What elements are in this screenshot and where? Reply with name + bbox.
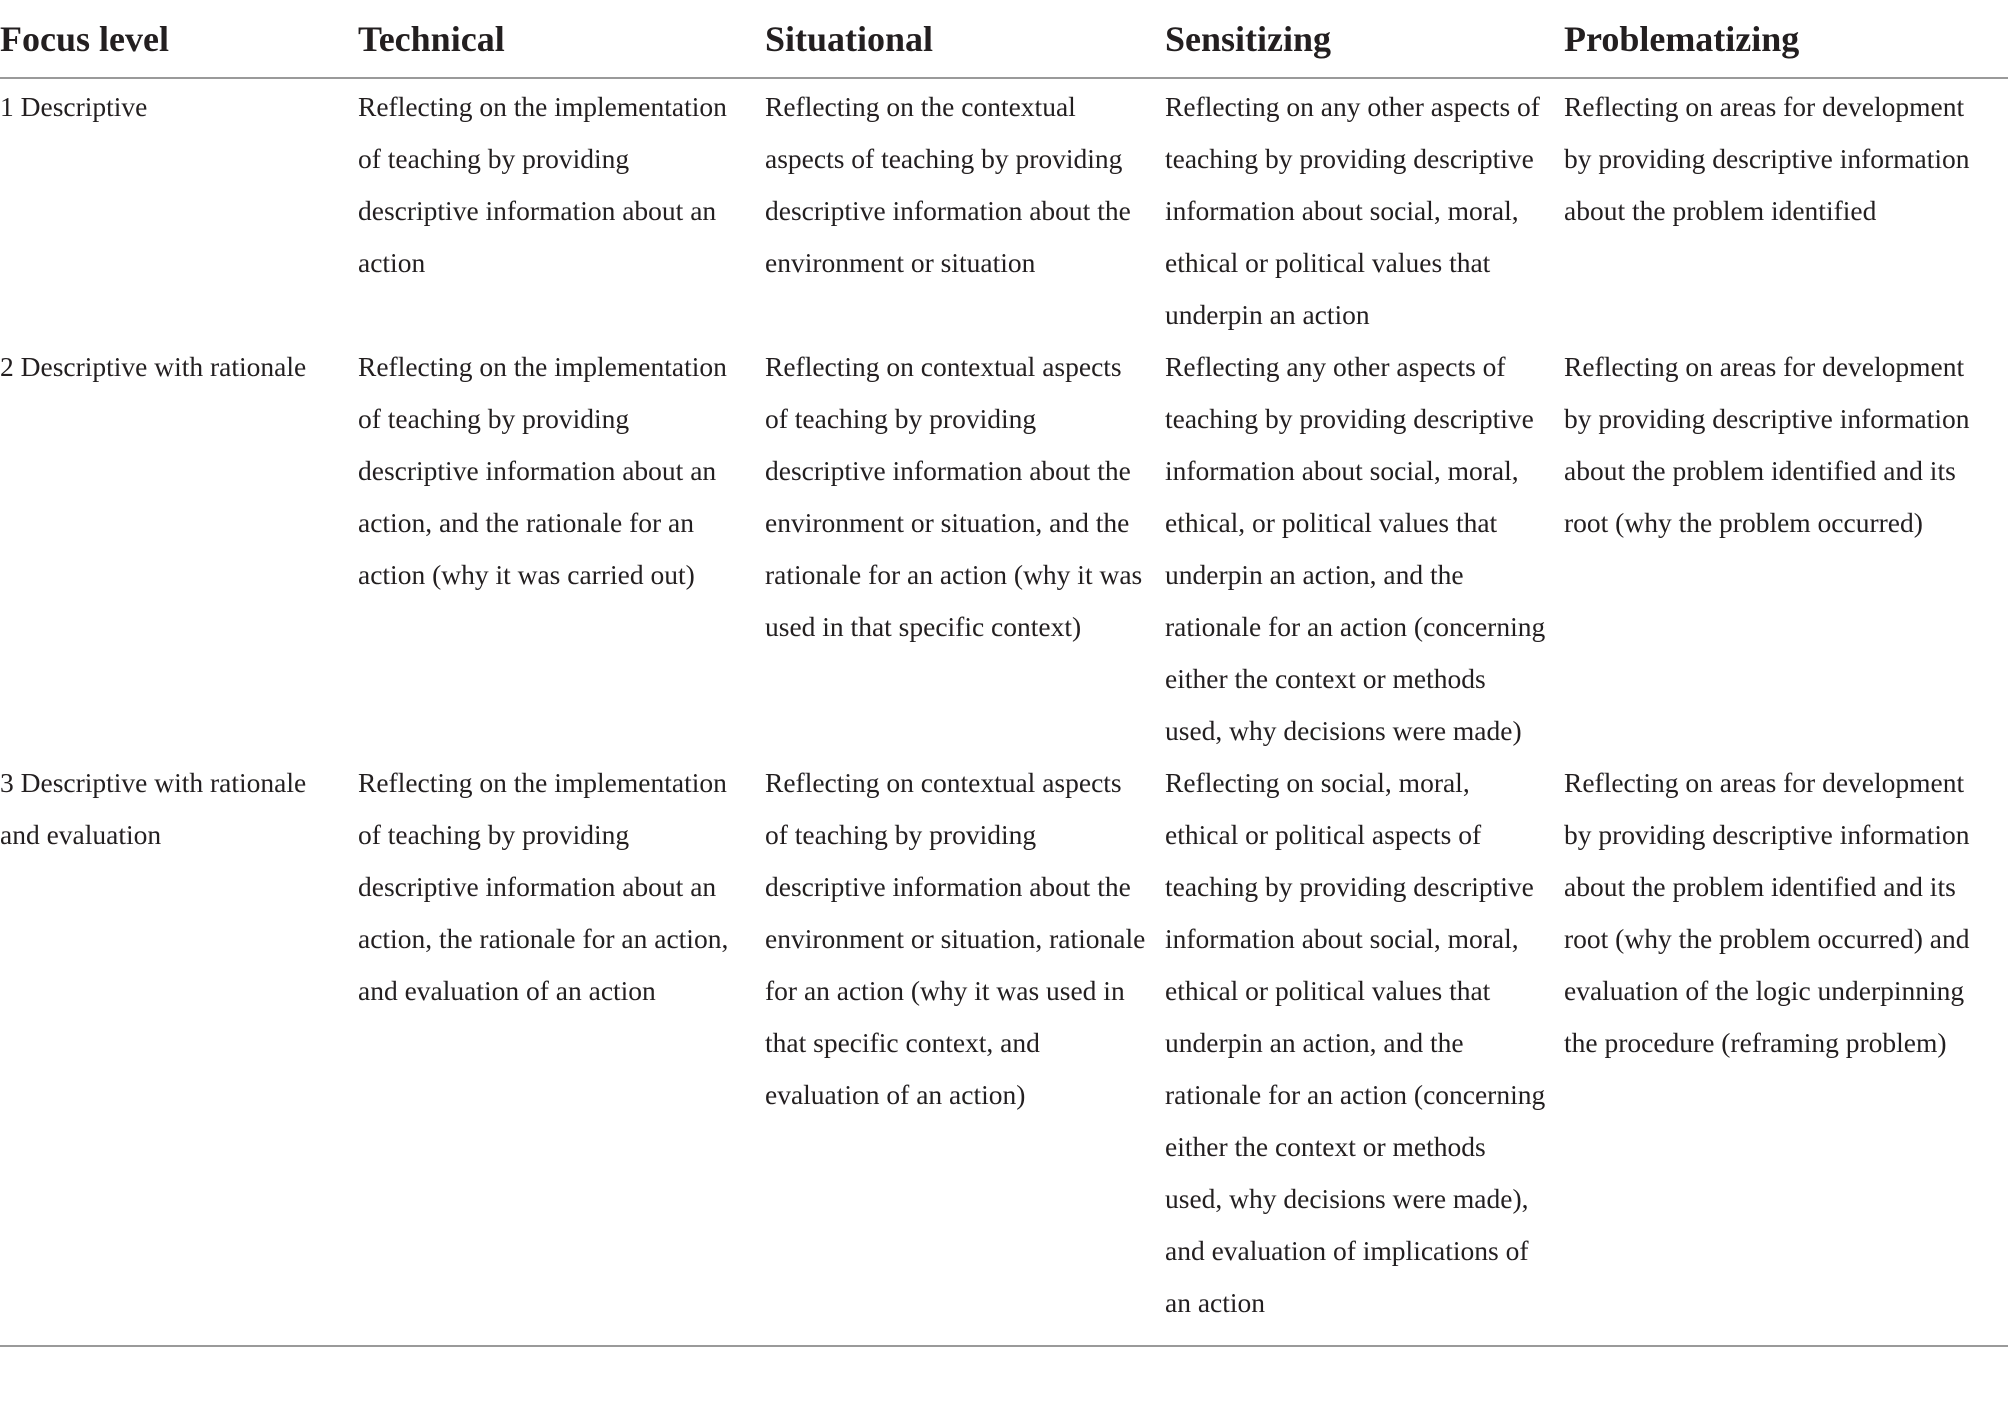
cell-text: Reflecting on social, moral, ethical or political aspects of teaching by providing descriptive information about social, moral, ethical or political values that underpin an action, and the rationale for an action (concerning either the context or methods used, why decisions were made), and evaluation of implications of an action (1165, 767, 1546, 1318)
header-problematizing: Problematizing (1564, 0, 2008, 78)
table-row (0, 78, 2008, 341)
technical-cell (358, 341, 765, 757)
cell-text: Reflecting on the implementation of teaching by providing descriptive information about an action, and the rationale for an action (why it was carried out) (358, 351, 727, 590)
cell-text: Reflecting on areas for development by providing descriptive information about the problem identified (1564, 91, 1970, 226)
cell-text: 3 Descriptive with rationale and evaluation (0, 767, 307, 850)
cell-text: Reflecting on the implementation of teaching by providing descriptive information about an action (358, 91, 727, 278)
table-header (0, 0, 2008, 78)
technical-cell (358, 757, 765, 1346)
cell-text: Reflecting on areas for development by providing descriptive information about the problem identified and its root (why the problem occurred) and evaluation of the logic underpinning the procedure (reframing problem) (1564, 767, 1970, 1058)
cell-text: Reflecting on contextual aspects of teaching by providing descriptive information about the environment or situation, rationale for an action (why it was used in that specific context, and evaluation of an action) (765, 767, 1146, 1110)
cell-text: Reflecting any other aspects of teaching by providing descriptive information about social, moral, ethical, or political values that underpin an action, and the rationale for an action (concerning either the context or methods used, why decisions were made) (1165, 351, 1546, 746)
cell-text: Reflecting on areas for development by providing descriptive information about the problem identified and its root (why the problem occurred) (1564, 351, 1970, 538)
focus-level-cell (0, 757, 358, 1346)
cell-text: Reflecting on any other aspects of teaching by providing descriptive information about social, moral, ethical or political values that underpin an action (1165, 91, 1540, 330)
header-row (0, 0, 2008, 78)
sensitizing-cell (1165, 341, 1564, 757)
sensitizing-cell (1165, 757, 1564, 1346)
situational-cell (765, 78, 1165, 341)
header-sensitizing: Sensitizing (1165, 0, 1564, 78)
sensitizing-cell (1165, 78, 1564, 341)
cell-text: Reflecting on contextual aspects of teaching by providing descriptive information about the environment or situation, and the rationale for an action (why it was used in that specific context) (765, 351, 1143, 642)
problematizing-cell (1564, 341, 2008, 757)
header-focus-level: Focus level (0, 0, 358, 78)
focus-level-cell (0, 78, 358, 341)
table-row (0, 757, 2008, 1346)
cell-text: Reflecting on the contextual aspects of teaching by providing descriptive information about the environment or situation (765, 91, 1131, 278)
situational-cell (765, 757, 1165, 1346)
header-situational: Situational (765, 0, 1165, 78)
focus-level-cell (0, 341, 358, 757)
cell-text: Reflecting on the implementation of teaching by providing descriptive information about an action, the rationale for an action, and evaluation of an action (358, 767, 729, 1006)
table-body (0, 78, 2008, 1346)
problematizing-cell (1564, 78, 2008, 341)
situational-cell (765, 341, 1165, 757)
cell-text: 2 Descriptive with rationale (0, 351, 307, 382)
cell-text: 1 Descriptive (0, 91, 148, 122)
problematizing-cell (1564, 757, 2008, 1346)
header-technical: Technical (358, 0, 765, 78)
table-row (0, 341, 2008, 757)
technical-cell (358, 78, 765, 341)
